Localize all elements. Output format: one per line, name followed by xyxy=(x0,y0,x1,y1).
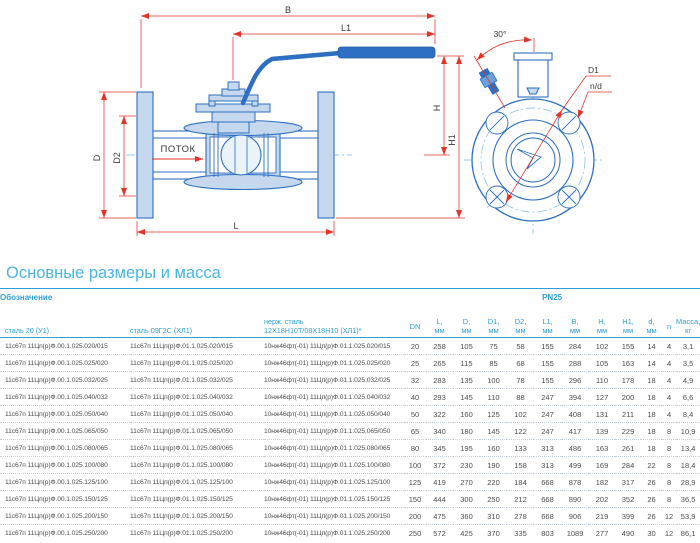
designation-cell: 11с67п 11Цп(р)Ф.01.1.025.050/040 xyxy=(130,406,264,423)
value-cell: 20 xyxy=(404,338,426,355)
material-header-stainless-line1: нерж. сталь xyxy=(264,317,304,326)
value-cell: 22 xyxy=(641,457,662,474)
value-cell: 145 xyxy=(453,389,480,406)
value-cell: 417 xyxy=(561,423,589,440)
value-cell: 18,4 xyxy=(676,457,700,474)
value-cell: 229 xyxy=(615,423,641,440)
value-cell: 18 xyxy=(641,389,662,406)
value-cell: 8 xyxy=(662,474,676,491)
value-cell: 86,1 xyxy=(680,528,696,538)
dim-label-B: B xyxy=(284,5,292,15)
value-cell: 212 xyxy=(507,491,534,508)
value-cell: 352 xyxy=(615,491,641,508)
dimension-H xyxy=(336,56,465,218)
dim-label-angle: 30° xyxy=(493,29,507,39)
value-cell: 4 xyxy=(662,372,676,389)
table-row xyxy=(0,474,700,491)
value-cell: 360 xyxy=(453,508,480,525)
value-cell: 36,5 xyxy=(676,491,700,508)
value-cell: 110 xyxy=(589,372,615,389)
flange-right xyxy=(318,92,334,218)
value-cell: 890 xyxy=(561,491,589,508)
designation-cell: 10нж46фт(-01) 11Цп(р)Ф.01.1.025.100/080 xyxy=(264,457,404,474)
column-header: H, мм xyxy=(589,305,615,338)
value-cell: 13,4 xyxy=(676,440,700,457)
value-cell: 200 xyxy=(404,508,426,525)
value-cell: 26 xyxy=(641,508,662,525)
side-view xyxy=(92,5,465,236)
value-cell: 125 xyxy=(480,406,507,423)
value-cell: 100 xyxy=(404,457,426,474)
value-cell: 25 xyxy=(404,355,426,372)
value-cell: 125 xyxy=(404,474,426,491)
value-cell: 65 xyxy=(404,423,426,440)
value-cell: 127 xyxy=(589,389,615,406)
value-cell: 155 xyxy=(534,355,561,372)
value-cell: 53,9 xyxy=(676,508,700,525)
value-cell: 160 xyxy=(480,440,507,457)
designation-cell: 11с67п 11Цп(р)Ф.01.1.025.025/020 xyxy=(130,355,264,372)
value-cell: 18 xyxy=(641,372,662,389)
value-cell: 158 xyxy=(507,457,534,474)
column-header: L, мм xyxy=(426,305,453,338)
designation-cell: 10нж46фт(-01) 11Цп(р)Ф.01.1.025.020/015 xyxy=(264,338,404,355)
value-cell: 100 xyxy=(480,372,507,389)
value-cell: 878 xyxy=(561,474,589,491)
designation-cell: 10нж46фт(-01) 11Цп(р)Ф.01.1.025.065/050 xyxy=(264,423,404,440)
value-cell: 317 xyxy=(615,474,641,491)
value-cell: 444 xyxy=(426,491,453,508)
value-cell: 26 xyxy=(641,491,662,508)
value-cell: 277 xyxy=(595,528,609,538)
value-cell: 345 xyxy=(426,440,453,457)
dim-label-D2: D2 xyxy=(112,152,122,164)
value-cell: 247 xyxy=(534,389,561,406)
designation-cell: 11с67п 11Цп(р)Ф.00.1.025.065/050 xyxy=(0,423,130,440)
column-header: D2, мм xyxy=(507,305,534,338)
value-cell: 284 xyxy=(561,338,589,355)
value-cell: 8 xyxy=(662,491,676,508)
value-cell: 145 xyxy=(480,423,507,440)
value-cell: 102 xyxy=(507,406,534,423)
value-cell: 14 xyxy=(641,355,662,372)
technical-drawing xyxy=(0,0,700,264)
value-cell: 155 xyxy=(615,338,641,355)
designation-cell: 10нж46фт(-01) 11Цп(р)Ф.01.1.025.080/065 xyxy=(264,440,404,457)
value-cell: 247 xyxy=(534,423,561,440)
value-cell: 88 xyxy=(507,389,534,406)
value-cell: 131 xyxy=(589,406,615,423)
designation-cell: 11с67п 11Цп(р)Ф.01.1.025.125/100 xyxy=(130,474,264,491)
value-cell: 288 xyxy=(561,355,589,372)
column-header: H1, мм xyxy=(615,305,641,338)
value-cell: 122 xyxy=(507,423,534,440)
value-cell: 3,1 xyxy=(676,338,700,355)
value-cell: 499 xyxy=(561,457,589,474)
value-cell: 58 xyxy=(507,338,534,355)
value-cell: 50 xyxy=(404,406,426,423)
value-cell: 668 xyxy=(534,491,561,508)
column-header: D, мм xyxy=(453,305,480,338)
designation-cell: 11с67п 11Цп(р)Ф.01.1.025.065/050 xyxy=(130,423,264,440)
value-cell: 68 xyxy=(507,355,534,372)
value-cell: 115 xyxy=(453,355,480,372)
material-header-09g2s: сталь 09Г2С (ХЛ1) xyxy=(130,305,264,338)
value-cell: 155 xyxy=(534,338,561,355)
value-cell: 8,4 xyxy=(676,406,700,423)
designation-cell: 11с67п 11Цп(р)Ф.01.1.025.150/125 xyxy=(130,491,264,508)
value-cell: 163 xyxy=(615,355,641,372)
value-cell: 110 xyxy=(480,389,507,406)
value-cell: 399 xyxy=(615,508,641,525)
designation-cell: 11с67п 11Цп(р)Ф.01.1.025.080/065 xyxy=(130,440,264,457)
flange-left xyxy=(137,92,153,218)
value-cell: 4,9 xyxy=(676,372,700,389)
value-cell: 190 xyxy=(480,457,507,474)
table-row xyxy=(0,508,700,525)
designation-cell: 10нж46фт(-01) 11Цп(р)Ф.01.1.025.025/020 xyxy=(264,355,404,372)
table-row xyxy=(0,423,700,440)
table-row xyxy=(0,389,700,406)
pn-header: PN25 xyxy=(404,289,700,306)
value-cell: 803 xyxy=(541,528,554,538)
front-view xyxy=(464,29,612,234)
value-cell: 12 xyxy=(664,528,674,538)
value-cell: 155 xyxy=(534,372,561,389)
value-cell: 313 xyxy=(534,440,561,457)
value-cell: 4 xyxy=(662,355,676,372)
value-cell: 278 xyxy=(507,508,534,525)
column-header: n xyxy=(662,305,676,338)
value-cell: 219 xyxy=(589,508,615,525)
value-cell: 26 xyxy=(641,474,662,491)
table-row xyxy=(0,491,700,508)
value-cell: 4 xyxy=(662,406,676,423)
designation-cell: 10нж46фт(-01) 11Цп(р)Ф.01.1.025.125/100 xyxy=(264,474,404,491)
designation-cell: 11с67п 11Цп(р)Ф.01.1.025.032/025 xyxy=(130,372,264,389)
value-cell: 105 xyxy=(589,355,615,372)
dim-label-L1: L1 xyxy=(340,23,352,33)
column-header: L1, мм xyxy=(534,305,561,338)
value-cell: 169 xyxy=(589,457,615,474)
value-cell: 102 xyxy=(589,338,615,355)
value-cell: 265 xyxy=(426,355,453,372)
pipe-right xyxy=(276,131,318,179)
value-cell: 4 xyxy=(662,338,676,355)
value-cell: 184 xyxy=(507,474,534,491)
value-cell: 202 xyxy=(589,491,615,508)
value-cell: 372 xyxy=(426,457,453,474)
value-cell: 486 xyxy=(561,440,589,457)
column-header: DN xyxy=(404,305,426,338)
value-cell: 18 xyxy=(641,423,662,440)
dim-label-D: D xyxy=(92,154,102,162)
value-cell: 80 xyxy=(404,440,426,457)
dim-label-H1: H1 xyxy=(447,134,457,146)
stem-housing xyxy=(514,53,552,97)
dim-label-H: H xyxy=(432,104,442,112)
value-cell: 8 xyxy=(662,457,676,474)
value-cell: 135 xyxy=(453,372,480,389)
flow-label: ПОТОК xyxy=(160,144,196,155)
designation-cell: 11с67п 11Цп(р)Ф.00.1.025.080/065 xyxy=(0,440,130,457)
value-cell: 105 xyxy=(453,338,480,355)
column-header: D1, мм xyxy=(480,305,507,338)
designation-header: Обозначение xyxy=(0,289,404,306)
value-cell: 182 xyxy=(589,474,615,491)
ball xyxy=(221,135,261,175)
value-cell: 12 xyxy=(662,508,676,525)
value-cell: 163 xyxy=(589,440,615,457)
value-cell: 85 xyxy=(480,355,507,372)
value-cell: 425 xyxy=(460,528,473,538)
table-row xyxy=(0,525,700,542)
designation-cell: 11с67п 11Цп(р)Ф.00.1.025.200/150 xyxy=(0,508,130,525)
value-cell: 250 xyxy=(408,528,422,538)
value-cell: 270 xyxy=(453,474,480,491)
value-cell: 4 xyxy=(662,389,676,406)
column-header: B, мм xyxy=(561,305,589,338)
table-row xyxy=(0,372,700,389)
table-body xyxy=(0,338,700,542)
value-cell: 370 xyxy=(487,528,500,538)
designation-cell: 11с67п 11Цп(р)Ф.00.1.025.032/025 xyxy=(0,372,130,389)
designation-cell: 11с67п 11Цп(р)Ф.00.1.025.020/015 xyxy=(0,338,130,355)
designation-cell: 11с67п 11Цп(р)Ф.00.1.025.150/125 xyxy=(0,491,130,508)
column-header: Масса, кг xyxy=(676,305,700,338)
value-cell: 340 xyxy=(426,423,453,440)
value-cell: 284 xyxy=(615,457,641,474)
value-cell: 220 xyxy=(480,474,507,491)
value-cell: 78 xyxy=(507,372,534,389)
value-cell: 75 xyxy=(480,338,507,355)
value-cell: 394 xyxy=(561,389,589,406)
value-cell: 180 xyxy=(453,423,480,440)
pipe-left xyxy=(153,131,210,179)
value-cell: 247 xyxy=(534,406,561,423)
value-cell: 300 xyxy=(453,491,480,508)
value-cell: 230 xyxy=(453,457,480,474)
value-cell: 408 xyxy=(561,406,589,423)
designation-cell: 10нж46фт(-01) 11Цп(р)Ф.01.1.025.200/150 xyxy=(264,508,404,525)
value-cell: 3,5 xyxy=(676,355,700,372)
value-cell: 28,9 xyxy=(676,474,700,491)
value-cell: 261 xyxy=(615,440,641,457)
handle xyxy=(243,47,435,103)
column-header: d, мм xyxy=(641,305,662,338)
value-cell: 32 xyxy=(404,372,426,389)
designation-cell: 11с67п 11Цп(р)Ф.01.1.025.100/080 xyxy=(130,457,264,474)
value-cell: 668 xyxy=(534,474,561,491)
value-cell: 14 xyxy=(641,338,662,355)
value-cell: 250 xyxy=(480,491,507,508)
value-cell: 211 xyxy=(615,406,641,423)
value-cell: 335 xyxy=(514,528,527,538)
value-cell: 139 xyxy=(589,423,615,440)
designation-cell: 11с67п 11Цп(р)Ф.01.1.025.040/032 xyxy=(130,389,264,406)
designation-cell: 11с67п 11Цп(р)Ф.01.1.025.250/200 xyxy=(130,529,233,537)
value-cell: 313 xyxy=(534,457,561,474)
value-cell: 283 xyxy=(426,372,453,389)
dim-label-L: L xyxy=(233,221,239,231)
designation-cell: 10нж46фт(-01) 11Цп(р)Ф.01.1.025.032/025 xyxy=(264,372,404,389)
table-row xyxy=(0,355,700,372)
value-cell: 133 xyxy=(507,440,534,457)
table-row xyxy=(0,338,700,355)
dim-label-nd: n/d xyxy=(590,81,602,91)
designation-cell: 11с67п 11Цп(р)Ф.00.1.025.040/032 xyxy=(0,389,130,406)
dimension-nd xyxy=(578,92,612,118)
value-cell: 200 xyxy=(615,389,641,406)
value-cell: 8 xyxy=(662,423,676,440)
designation-cell: 11с67п 11Цп(р)Ф.01.1.025.020/015 xyxy=(130,338,264,355)
designation-cell: 11с67п 11Цп(р)Ф.00.1.025.050/040 xyxy=(0,406,130,423)
designation-cell: 10нж46фт(-01) 11Цп(р)Ф.01.1.025.250/200 xyxy=(264,529,391,537)
value-cell: 258 xyxy=(426,338,453,355)
value-cell: 30 xyxy=(647,528,656,538)
value-cell: 419 xyxy=(426,474,453,491)
designation-cell: 11с67п 11Цп(р)Ф.00.1.025.125/100 xyxy=(0,474,130,491)
value-cell: 160 xyxy=(453,406,480,423)
value-cell: 475 xyxy=(426,508,453,525)
material-header-steel20: сталь 20 (У1) xyxy=(0,305,130,338)
value-cell: 296 xyxy=(561,372,589,389)
value-cell: 490 xyxy=(621,528,635,538)
value-cell: 906 xyxy=(561,508,589,525)
value-cell: 150 xyxy=(404,491,426,508)
dimensions-table xyxy=(0,288,700,541)
table-row xyxy=(0,440,700,457)
dim-label-D1: D1 xyxy=(588,65,599,75)
value-cell: 18 xyxy=(641,406,662,423)
designation-cell: 10нж46фт(-01) 11Цп(р)Ф.01.1.025.150/125 xyxy=(264,491,404,508)
material-header-stainless-line2: 12Х18Н10Т/08Х18Н10 (ХЛ1)* xyxy=(264,325,362,335)
value-cell: 40 xyxy=(404,389,426,406)
section-title: Основные размеры и масса xyxy=(6,264,221,282)
value-cell: 6,6 xyxy=(676,389,700,406)
value-cell: 572 xyxy=(433,528,446,538)
designation-cell: 10нж46фт(-01) 11Цп(р)Ф.01.1.025.050/040 xyxy=(264,406,404,423)
designation-cell: 11с67п 11Цп(р)Ф.00.1.025.250/200 xyxy=(5,529,108,537)
table-row xyxy=(0,457,700,474)
value-cell: 322 xyxy=(426,406,453,423)
value-cell: 668 xyxy=(534,508,561,525)
handle-grip xyxy=(338,47,435,58)
value-cell: 8 xyxy=(662,440,676,457)
value-cell: 10,9 xyxy=(676,423,700,440)
value-cell: 310 xyxy=(480,508,507,525)
value-cell: 293 xyxy=(426,389,453,406)
value-cell: 1089 xyxy=(566,528,584,538)
value-cell: 195 xyxy=(453,440,480,457)
designation-cell: 10нж46фт(-01) 11Цп(р)Ф.01.1.025.040/032 xyxy=(264,389,404,406)
designation-cell: 11с67п 11Цп(р)Ф.00.1.025.025/020 xyxy=(0,355,130,372)
column-header-row xyxy=(0,305,700,338)
table-row xyxy=(0,406,700,423)
value-cell: 18 xyxy=(641,440,662,457)
material-header-stainless xyxy=(264,305,404,338)
designation-cell: 11с67п 11Цп(р)Ф.01.1.025.200/150 xyxy=(130,508,264,525)
value-cell: 178 xyxy=(615,372,641,389)
designation-cell: 11с67п 11Цп(р)Ф.00.1.025.100/080 xyxy=(0,457,130,474)
